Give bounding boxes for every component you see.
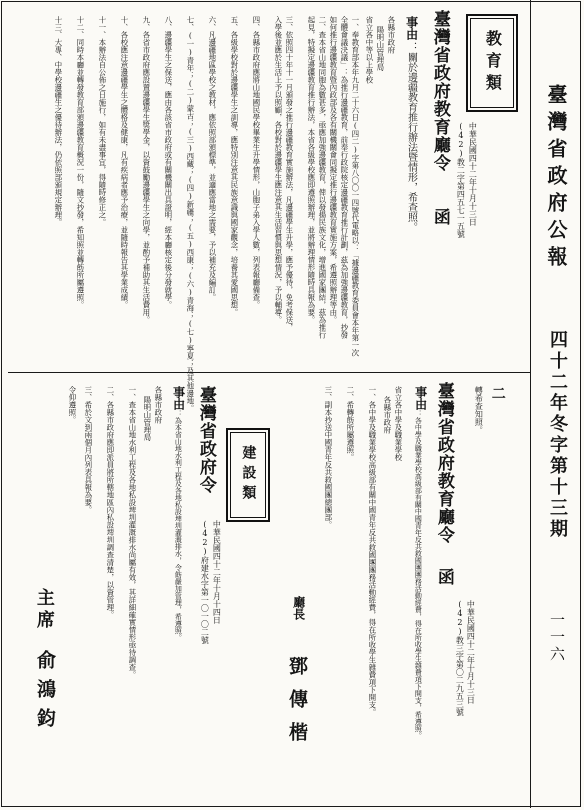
doc1-body-line: 三、依照四十年十一月頒發之推行邊疆教育實施辦法，凡邊疆學生升學，應予優待，免考保送， bbox=[284, 16, 294, 331]
doc1-body-line: 五、各級學校對於邊疆學生之訓導，應特別注意其民族意識與國家觀念，培養其愛國思想。 bbox=[229, 16, 239, 316]
doc2-heading: 臺灣省政府教育廳令 bbox=[433, 382, 454, 544]
doc2-signer-name: 鄧傳楷 bbox=[285, 656, 308, 755]
doc2-subject-label: 事由 bbox=[413, 386, 428, 410]
doc1-body-line: 六、凡邊疆地區學校之教材，應依照部頒標準，並適應當地之需要，予以補充及編訂。 bbox=[207, 16, 217, 301]
doc2-item: 三、副本抄送中國青年反共救國團總團部。 bbox=[323, 386, 333, 529]
doc3-recipient-2: 陽明山管理局 bbox=[142, 396, 152, 441]
doc1-recipient-1: 各縣市政府 bbox=[386, 16, 396, 54]
doc1-body-line: 十、各校應注意邊疆學生之體格及健康，凡有疾病者應予治療，並隨時報告其學業成績。 bbox=[119, 16, 129, 309]
doc1-date: 中華民國四十二年十月十三日 bbox=[468, 122, 478, 226]
doc2-recipient-1: 省立各中學及職業學校 bbox=[393, 386, 403, 461]
doc1-body-line: 八、邊疆學生之保送，應由各該省市政府或有關機關出具證明，經本廳核定後分發就學。 bbox=[163, 16, 173, 309]
doc3-item: 一、查本省山地水利工程及各地私設埤圳灌溉排水尚屬有效，其詳細確實情形亟待調查。 bbox=[127, 386, 137, 679]
doc2-recipient-2: 各縣市政府 bbox=[382, 396, 392, 434]
doc1-body-line: 四、各縣市政府應將山地國民學校畢業生升學情形，山胞子弟入學人數，列表報廳備查。 bbox=[251, 16, 261, 309]
doc2-signer-title: 廳長 bbox=[291, 596, 306, 620]
doc1-number: (42)教二字第四五七一五號 bbox=[456, 122, 466, 238]
doc3-subject: ：為本省山地水利工程及各地私設埤圳灌溉排水，令飭嚴加管理，希遵照。 bbox=[174, 410, 183, 641]
doc3-recipient-1: 各縣市政府 bbox=[153, 386, 163, 424]
doc1-body-line: 七、(一)青年；(二)蒙古；(三)西藏；(四)新疆；(五)西康；(六)青海；(七)寧夏；及其他邊地。 bbox=[185, 16, 195, 412]
doc2-number: (42)教三字第〇二九五三號 bbox=[455, 600, 465, 716]
doc3-signer-name: 俞鴻鈞 bbox=[33, 650, 56, 737]
doc1-recipient-3: 省立各中等以上學校 bbox=[364, 16, 374, 84]
doc1-kind: 函 bbox=[429, 208, 450, 225]
doc3-item: 三、希於文到兩個月內列表具報為要。 bbox=[83, 386, 93, 514]
half-divider bbox=[8, 372, 530, 373]
doc3-subject-label: 事由 bbox=[171, 386, 186, 410]
doc1-heading: 臺灣省政府教育廳令 bbox=[429, 10, 450, 172]
construction-section-box bbox=[226, 428, 270, 522]
doc2-item-two-marker: 二 bbox=[489, 386, 506, 400]
doc2-item: 二、希轉飭所屬遵照。 bbox=[345, 386, 355, 461]
doc1-body-line: 十二、同時本廳並轉發教育部頒邊疆教育概況一份，隨文抄發，希知照並轉飭所屬遵照。 bbox=[75, 16, 85, 309]
doc3-closing: 令仰遵照。 bbox=[67, 386, 77, 424]
doc2-date: 中華民國四十二年十月十三日 bbox=[466, 600, 476, 704]
masthead-divider bbox=[530, 0, 531, 808]
doc1-body-line: 如何推行邊疆教育暨內政部及各有關機關會同擬定推行邊疆教育實施方案，希遵照辦理等由。 bbox=[328, 16, 338, 324]
doc2-note: 轉希查知照。 bbox=[474, 386, 484, 434]
doc3-item: 二、各縣市政府應即派員將所轄地區內私設埤圳調查清楚，以資管理。 bbox=[105, 386, 115, 619]
issue-number: 四十二年冬字第十三期 bbox=[547, 330, 568, 540]
doc3-heading: 臺灣省政府令 bbox=[195, 386, 216, 494]
doc1-body-line: 起見，特擬定邊疆教育推行辦法，本省各級學校應即遵照辦理，並將辦理情形隨時具報為要。 bbox=[306, 16, 316, 324]
doc1-body-line: 入學後並應於生活上予以照顧，各校對於邊疆學生應注意其生活習慣與思想情況，予以輔導。 bbox=[273, 16, 283, 324]
doc1-body-line: 二、查本省山地同胞為數甚多，亟應加強邊疆教育，俾以發揚民族文化，增進國家團結，茲為推行 bbox=[317, 16, 327, 339]
doc1-body-line: 全體會議決議」：為推行邊疆教育，前奉行政院核定邊疆教育推行計劃，茲為加強邊疆教育，抄發 bbox=[339, 16, 349, 339]
doc1-body-line: 十三、大專、中學校邊疆生之優待辦法，仍依照部頒規定辦理。 bbox=[53, 16, 63, 226]
doc1-subject: ：關於邊疆教育推行辦法暨情形，希查照。 bbox=[405, 42, 417, 232]
doc2-kind: 函 bbox=[433, 568, 454, 585]
doc1-subject-label: 事由 bbox=[404, 16, 419, 40]
doc1-body-line: 十一、本辦法自公佈之日施行，如有未盡事宜，得隨時修正之。 bbox=[97, 16, 107, 226]
doc2-item: 一、各中學及職業學校高級部有關中國青年反共救國團團務活動經費，得在所收學生雜費項下開支。 bbox=[367, 386, 377, 716]
doc1-body-line: 一、奉教育部本年九月二十六日(四二)字第八〇〇一四號代電略以：「據邊疆教育委員會本年第一次 bbox=[350, 16, 360, 357]
doc3-number: (42)府建水字第一〇一〇二號 bbox=[200, 520, 210, 644]
construction-section-label: 建設類 bbox=[240, 445, 257, 505]
doc2-subject: ：各中學及職業學校高級部有關中國青年反共救國團團務活動經費，得在所收學生雜費項下開支，希遵照。 bbox=[414, 410, 423, 739]
doc3-date: 中華民國四十二年十月十四日 bbox=[212, 520, 222, 624]
doc1-recipient-2: 陽明山管理局 bbox=[375, 26, 385, 71]
gazette-title: 臺灣省政府公報 bbox=[544, 84, 568, 273]
doc1-body-line: 九、各省市政府應設置邊疆學生獎學金，以資鼓勵邊疆學生之向學，並酌予補助其生活費用。 bbox=[141, 16, 151, 324]
page-number: 一一六 bbox=[548, 612, 566, 663]
education-section-box bbox=[466, 14, 518, 112]
doc3-signer-title: 主席 bbox=[33, 588, 55, 632]
education-section-label: 教育類 bbox=[483, 30, 503, 96]
